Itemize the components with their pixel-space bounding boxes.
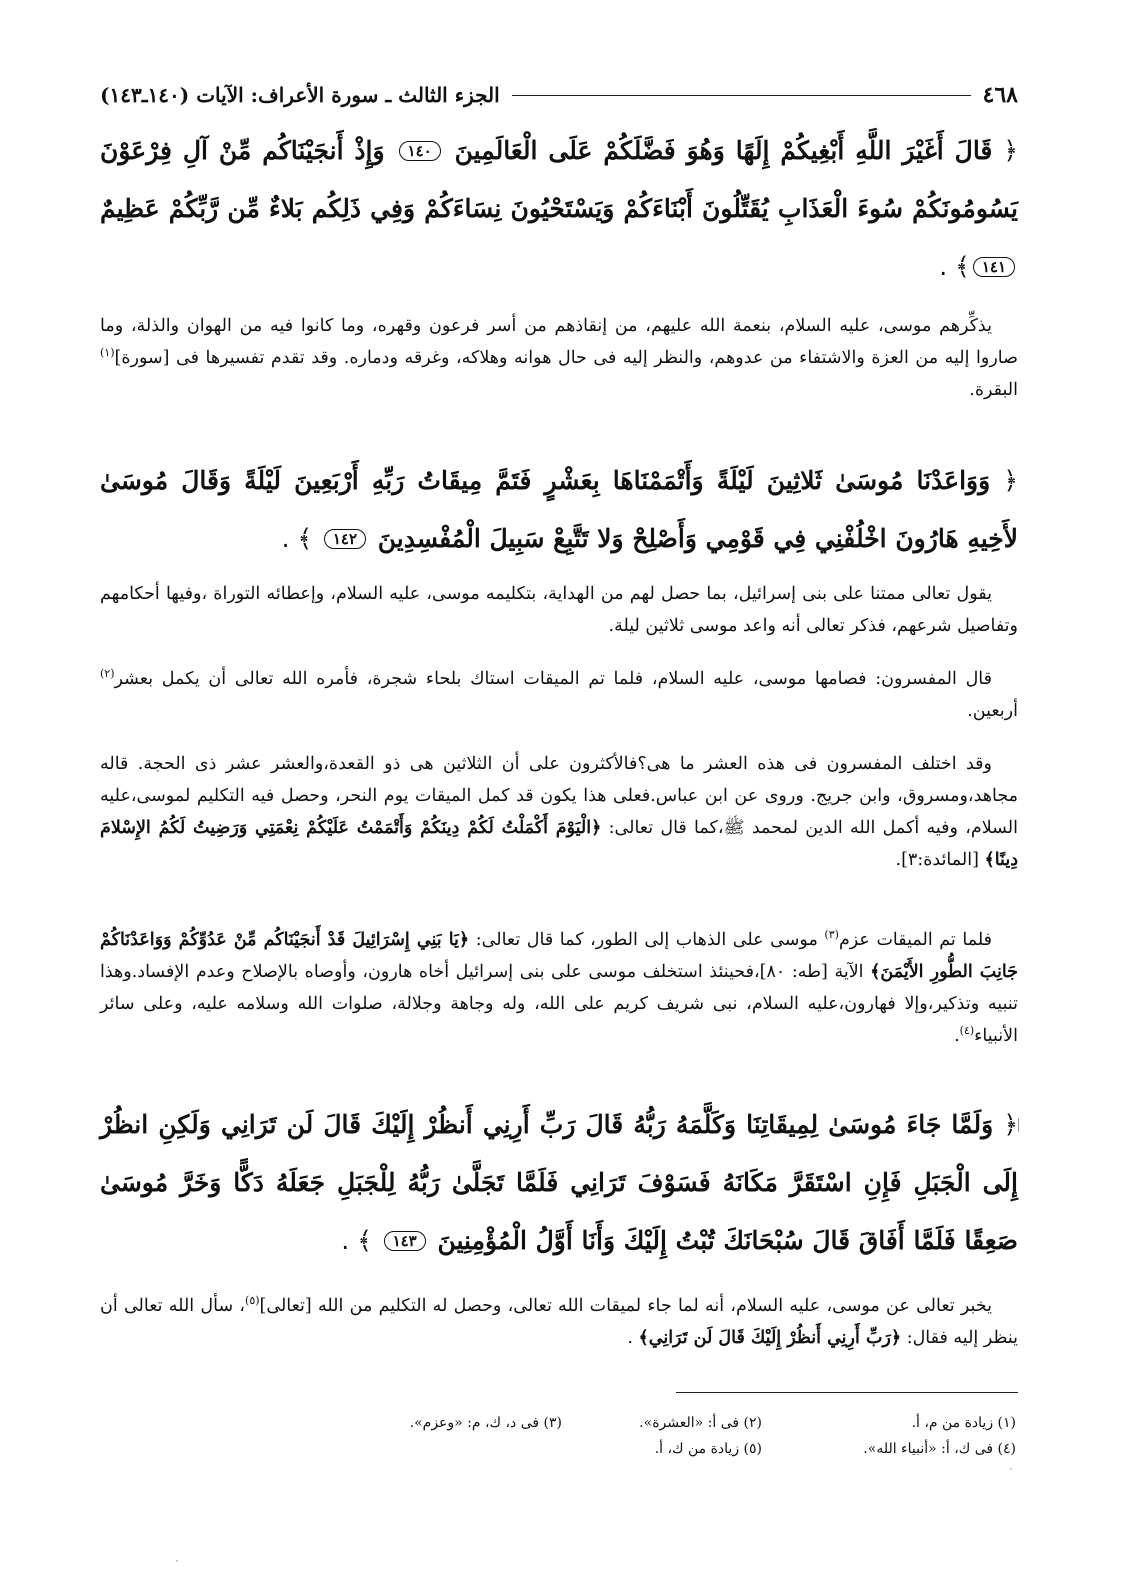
prose-paragraph: يقول تعالى ممتنا على بنى إسرائيل، بما حصل لهم من الهداية، بتكليمه موسى، عليه السلام، وإعطائه التوراة ،وفيها أحكامهم وتفاصيل شرعهم، فذكر تعالى أنه واعد موسى ثلاثين ليلة. (100, 584, 1018, 636)
para-text: . (627, 1328, 639, 1348)
commentary-para-6 (100, 1290, 1018, 1354)
page-number: ٤٦٨ (982, 82, 1018, 108)
margin-mark (1018, 1118, 1019, 1132)
prose-paragraph (100, 924, 1018, 1052)
verse-text: وَلَمَّا جَاءَ مُوسَىٰ لِمِيقَاتِنَا وَكَلَّمَهُ رَبُّهُ قَالَ رَبِّ أَرِنِي أَنظُرْ إِلَيْكَ قَالَ لَن تَرَانِي وَلَكِنِ انظُرْ إِلَى الْجَبَلِ فَإِنِ اسْتَقَرَّ مَكَانَهُ فَسَوْفَ تَرَانِي فَلَمَّا تَجَلَّىٰ رَبُّهُ لِلْجَبَلِ جَعَلَهُ دَكًّا وَخَرَّ مُوسَىٰ صَعِقًا فَلَمَّا أَفَاقَ قَالَ سُبْحَانَكَ تُبْتُ إِلَيْكَ وَأَنَا أَوَّلُ الْمُؤْمِنِينَ (100, 1110, 1018, 1255)
para-text: الآية [طه: ٨٠]،فحينئذ استخلف موسى على بنى إسرائيل أخاه هارون، وأوصاه بالإصلاح وعدم الإفساد.وهذا تنبيه وتذكير،وإلا فهارون،عليه السلام، نبى شريف كريم على الله، وله وجاهة وجلالة، صلوات الله وسلامه عليه، وعلى سائر الأنبياء (100, 962, 1018, 1046)
ornate-bracket-close: ﴾ . (341, 1226, 372, 1255)
commentary-para-1 (100, 310, 1018, 406)
para-text: البقرة. (969, 380, 1018, 400)
para-text: يخبر تعالى عن موسى، عليه السلام، أنه لما جاء لميقات الله تعالى، وحصل له التكليم من الله [تعالى] (259, 1296, 992, 1316)
ayah-number-badge: ١٤٢ (324, 529, 366, 549)
ayah-number-badge: ١٤٠ (399, 141, 441, 161)
para-text: وقد اختلف المفسرون فى هذه العشر ما هى؟فالأكثرون على أن الثلاثين هى ذو القعدة،والعشر عشر ذى الحجة. قاله مجاهد،ومسروق، وابن جريج. وروى عن ابن عباس.فعلى هذا يكون قد كمل الميقات يوم النحر، وحصل فيه التكليم لموسى،عليه السلام، وفيه أكمل الله الدين لمحمد ﷺ،كما قال تعالى: (100, 754, 1018, 838)
prose-paragraph (100, 663, 1018, 727)
scan-speck (1010, 1468, 1012, 1470)
commentary-para-5 (100, 924, 1018, 1052)
para-text: يذكِّرهم موسى، عليه السلام، بنعمة الله عليهم، من إنقاذهم من أسر فرعون وقهره، وما كانوا فيه من الهوان والذلة، وما صاروا إليه من العزة والاشتفاء من عدوهم، والنظر إليه فى حال هوانه وهلاكه، وغرقه ودماره. وقد تقدم تفسيرها فى [سورة] (100, 316, 1018, 368)
footnote-ref: (٤) (959, 1024, 975, 1038)
footnote-4: (٤) فى ك، أ: «أنبياء الله». (863, 1441, 1016, 1457)
quran-verse (100, 1096, 1018, 1270)
footnote-1: (١) زيادة من م، أ. (911, 1415, 1016, 1431)
quran-quote: ﴿يَا بَنِي إِسْرَائِيلَ قَدْ أَنجَيْنَاكُم مِّنْ عَدُوِّكُمْ وَوَاعَدْنَاكُمْ جَانِبَ الطُّورِ الأَيْمَنَ﴾ (100, 930, 1018, 982)
ayah-number-badge: ١٤١ (973, 257, 1015, 277)
para-text: . (954, 1026, 960, 1046)
running-header (100, 78, 1018, 112)
verse-text: قَالَ أَغَيْرَ اللَّهِ أَبْغِيكُمْ إِلَهًا وَهُوَ فَضَّلَكُمْ عَلَى الْعَالَمِينَ (454, 136, 993, 165)
commentary-para-2 (100, 578, 1018, 642)
para-text: فلما تم الميقات عزم (838, 930, 992, 950)
ayah-number-badge: ١٤٣ (384, 1231, 426, 1251)
prose-paragraph (100, 1290, 1018, 1354)
para-text: [المائدة:٣]. (895, 850, 985, 870)
ornate-bracket-open: ﴿ (1003, 1110, 1018, 1139)
verse-text: وَإِذْ أَنجَيْنَاكُم مِّنْ آلِ فِرْعَوْنَ يَسُومُونَكُمْ سُوءَ الْعَذَابِ يُقَتِّلُونَ أَبْنَاءَكُمْ وَيَسْتَحْيُونَ نِسَاءَكُمْ وَفِي ذَلِكُم بَلاءٌ مِّن رَّبِّكُمْ عَظِيمٌ (100, 136, 1018, 223)
prose-paragraph (100, 310, 1018, 406)
footnote-5: (٥) زيادة من ك، أ. (654, 1441, 762, 1457)
ornate-bracket-open: ﴿ (1003, 466, 1018, 495)
quran-quote: ﴿الْيَوْمَ أَكْمَلْتُ لَكُمْ دِينَكُمْ وَأَتْمَمْتُ عَلَيْكُمْ نِعْمَتِي وَرَضِيتُ لَكُمُ الإِسْلامَ دِينًا﴾ (100, 818, 1018, 870)
commentary-para-3 (100, 663, 1018, 727)
para-text: قال المفسرون: فصامها موسى، عليه السلام، فلما تم الميقات استاك بلحاء شجرة، فأمره الله تعالى أن يكمل بعشر (114, 669, 992, 689)
verse-text: وَوَاعَدْنَا مُوسَىٰ ثَلاثِينَ لَيْلَةً وَأَتْمَمْنَاهَا بِعَشْرٍ فَتَمَّ مِيقَاتُ رَبِّهِ أَرْبَعِينَ لَيْلَةً وَقَالَ مُوسَىٰ لأَخِيهِ هَارُونَ اخْلُفْنِي فِي قَوْمِي وَأَصْلِحْ وَلا تَتَّبِعْ سَبِيلَ الْمُفْسِدِينَ (100, 466, 1018, 553)
header-rule (512, 95, 971, 96)
ornate-bracket-close: ﴾ . (281, 524, 313, 553)
footnote-ref: (١) (100, 346, 115, 360)
verse-142 (100, 452, 1018, 568)
scan-speck (176, 1560, 178, 1562)
commentary-para-4 (100, 748, 1018, 876)
footnote-ref: (٥) (245, 1294, 260, 1308)
quran-verse (100, 452, 1018, 568)
verse-140-141 (100, 122, 1018, 296)
verse-143 (100, 1096, 1018, 1270)
footnote-3: (٣) فى د، ك، م: «وعزم». (409, 1415, 562, 1431)
para-text: موسى على الذهاب إلى الطور، كما قال تعالى: (469, 930, 825, 950)
footnote-ref: (٣) (824, 928, 839, 942)
footnote-2: (٢) فى أ: «العشرة». (639, 1415, 762, 1431)
para-text: أربعين. (967, 701, 1018, 721)
quran-verse (100, 122, 1018, 296)
ornate-bracket-close: ﴾ . (939, 252, 970, 281)
prose-paragraph (100, 748, 1018, 876)
ornate-bracket-open: ﴿ (1003, 136, 1018, 165)
para-text: ، سأل الله تعالى أن ينظر إليه فقال: (100, 1296, 1018, 1348)
header-title: الجزء الثالث ـ سورة الأعراف: الآيات (١٤٠ـ١٤٣) (100, 83, 500, 107)
footnote-separator (676, 1392, 1018, 1393)
quran-quote: ﴿رَبِّ أَرِنِي أَنظُرْ إِلَيْكَ قَالَ لَن تَرَانِي﴾ (638, 1328, 902, 1348)
footnote-ref: (٢) (100, 667, 115, 681)
